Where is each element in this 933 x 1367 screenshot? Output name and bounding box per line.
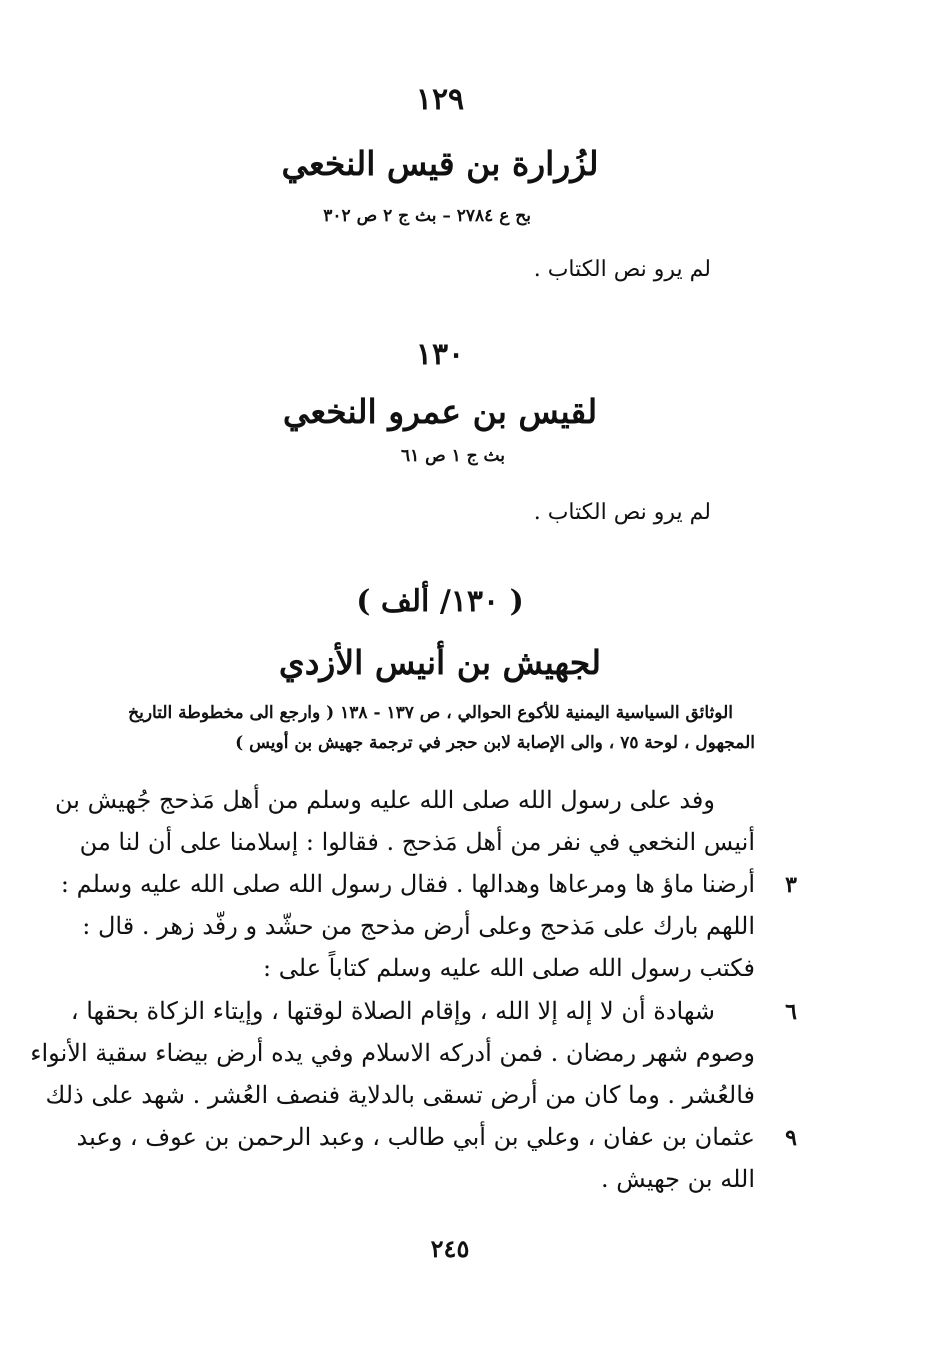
text-line: الله بن جهيش .: [601, 1165, 755, 1193]
text-line: فكتب رسول الله صلى الله عليه وسلم كتاباً على :: [263, 954, 755, 982]
entry-130-note: لم يرو نص الكتاب .: [533, 500, 711, 525]
page-number: ٢٤٥: [430, 1234, 470, 1263]
entry-130a-source-line: المجهول ، لوحة ٧٥ ، والى الإصابة لابن حجر في ترجمة جهيش بن أويس ): [235, 733, 755, 753]
line-number: ٦: [785, 999, 797, 1025]
entry-129-source: بح ع ٢٧٨٤ – بث ج ٢ ص ٣٠٢: [323, 206, 531, 226]
text-line: اللهم بارك على مَذحج وعلى أرض مذحج من حشّد و رفّد زهر . قال :: [82, 912, 755, 940]
entry-129-title: لزُرارة بن قيس النخعي: [281, 144, 599, 183]
entry-130a-title: لجهيش بن أنيس الأزدي: [278, 643, 602, 682]
text-line: فالعُشر . وما كان من أرض تسقى بالدلاية فنصف العُشر . شهد على ذلك: [45, 1081, 755, 1109]
entry-130a-source-line: الوثائق السياسية اليمنية للأكوع الحوالي ، ص ١٣٧ - ١٣٨ ( وارجع الى مخطوطة التاريخ: [128, 703, 733, 723]
line-number: ٩: [785, 1125, 797, 1151]
entry-129-note: لم يرو نص الكتاب .: [533, 257, 711, 282]
entry-129-number: ١٢٩: [415, 82, 465, 117]
entry-130a-number: ( ١٣٠/ ألف ): [356, 584, 524, 619]
entry-130-source: بث ج ١ ص ٦١: [400, 446, 505, 466]
text-line: عثمان بن عفان ، وعلي بن أبي طالب ، وعبد الرحمن بن عوف ، وعبد: [76, 1123, 755, 1151]
line-number: ٣: [785, 872, 797, 898]
text-line: شهادة أن لا إله إلا الله ، وإقام الصلاة لوقتها ، وإيتاء الزكاة بحقها ،: [70, 997, 715, 1025]
text-line: أرضنا ماؤ ها ومرعاها وهدالها . فقال رسول الله صلى الله عليه وسلم :: [60, 870, 755, 898]
entry-130-number: ١٣٠: [415, 337, 465, 372]
entry-130-title: لقيس بن عمرو النخعي: [282, 392, 598, 431]
text-line: أنيس النخعي في نفر من أهل مَذحج . فقالوا : إسلامنا على أن لنا من: [79, 828, 755, 856]
text-line: وصوم شهر رمضان . فمن أدركه الاسلام وفي يده أرض بيضاء سقية الأنواء: [30, 1039, 755, 1067]
text-line: وفد على رسول الله صلى الله عليه وسلم من أهل مَذحج جُهيش بن: [54, 786, 715, 814]
